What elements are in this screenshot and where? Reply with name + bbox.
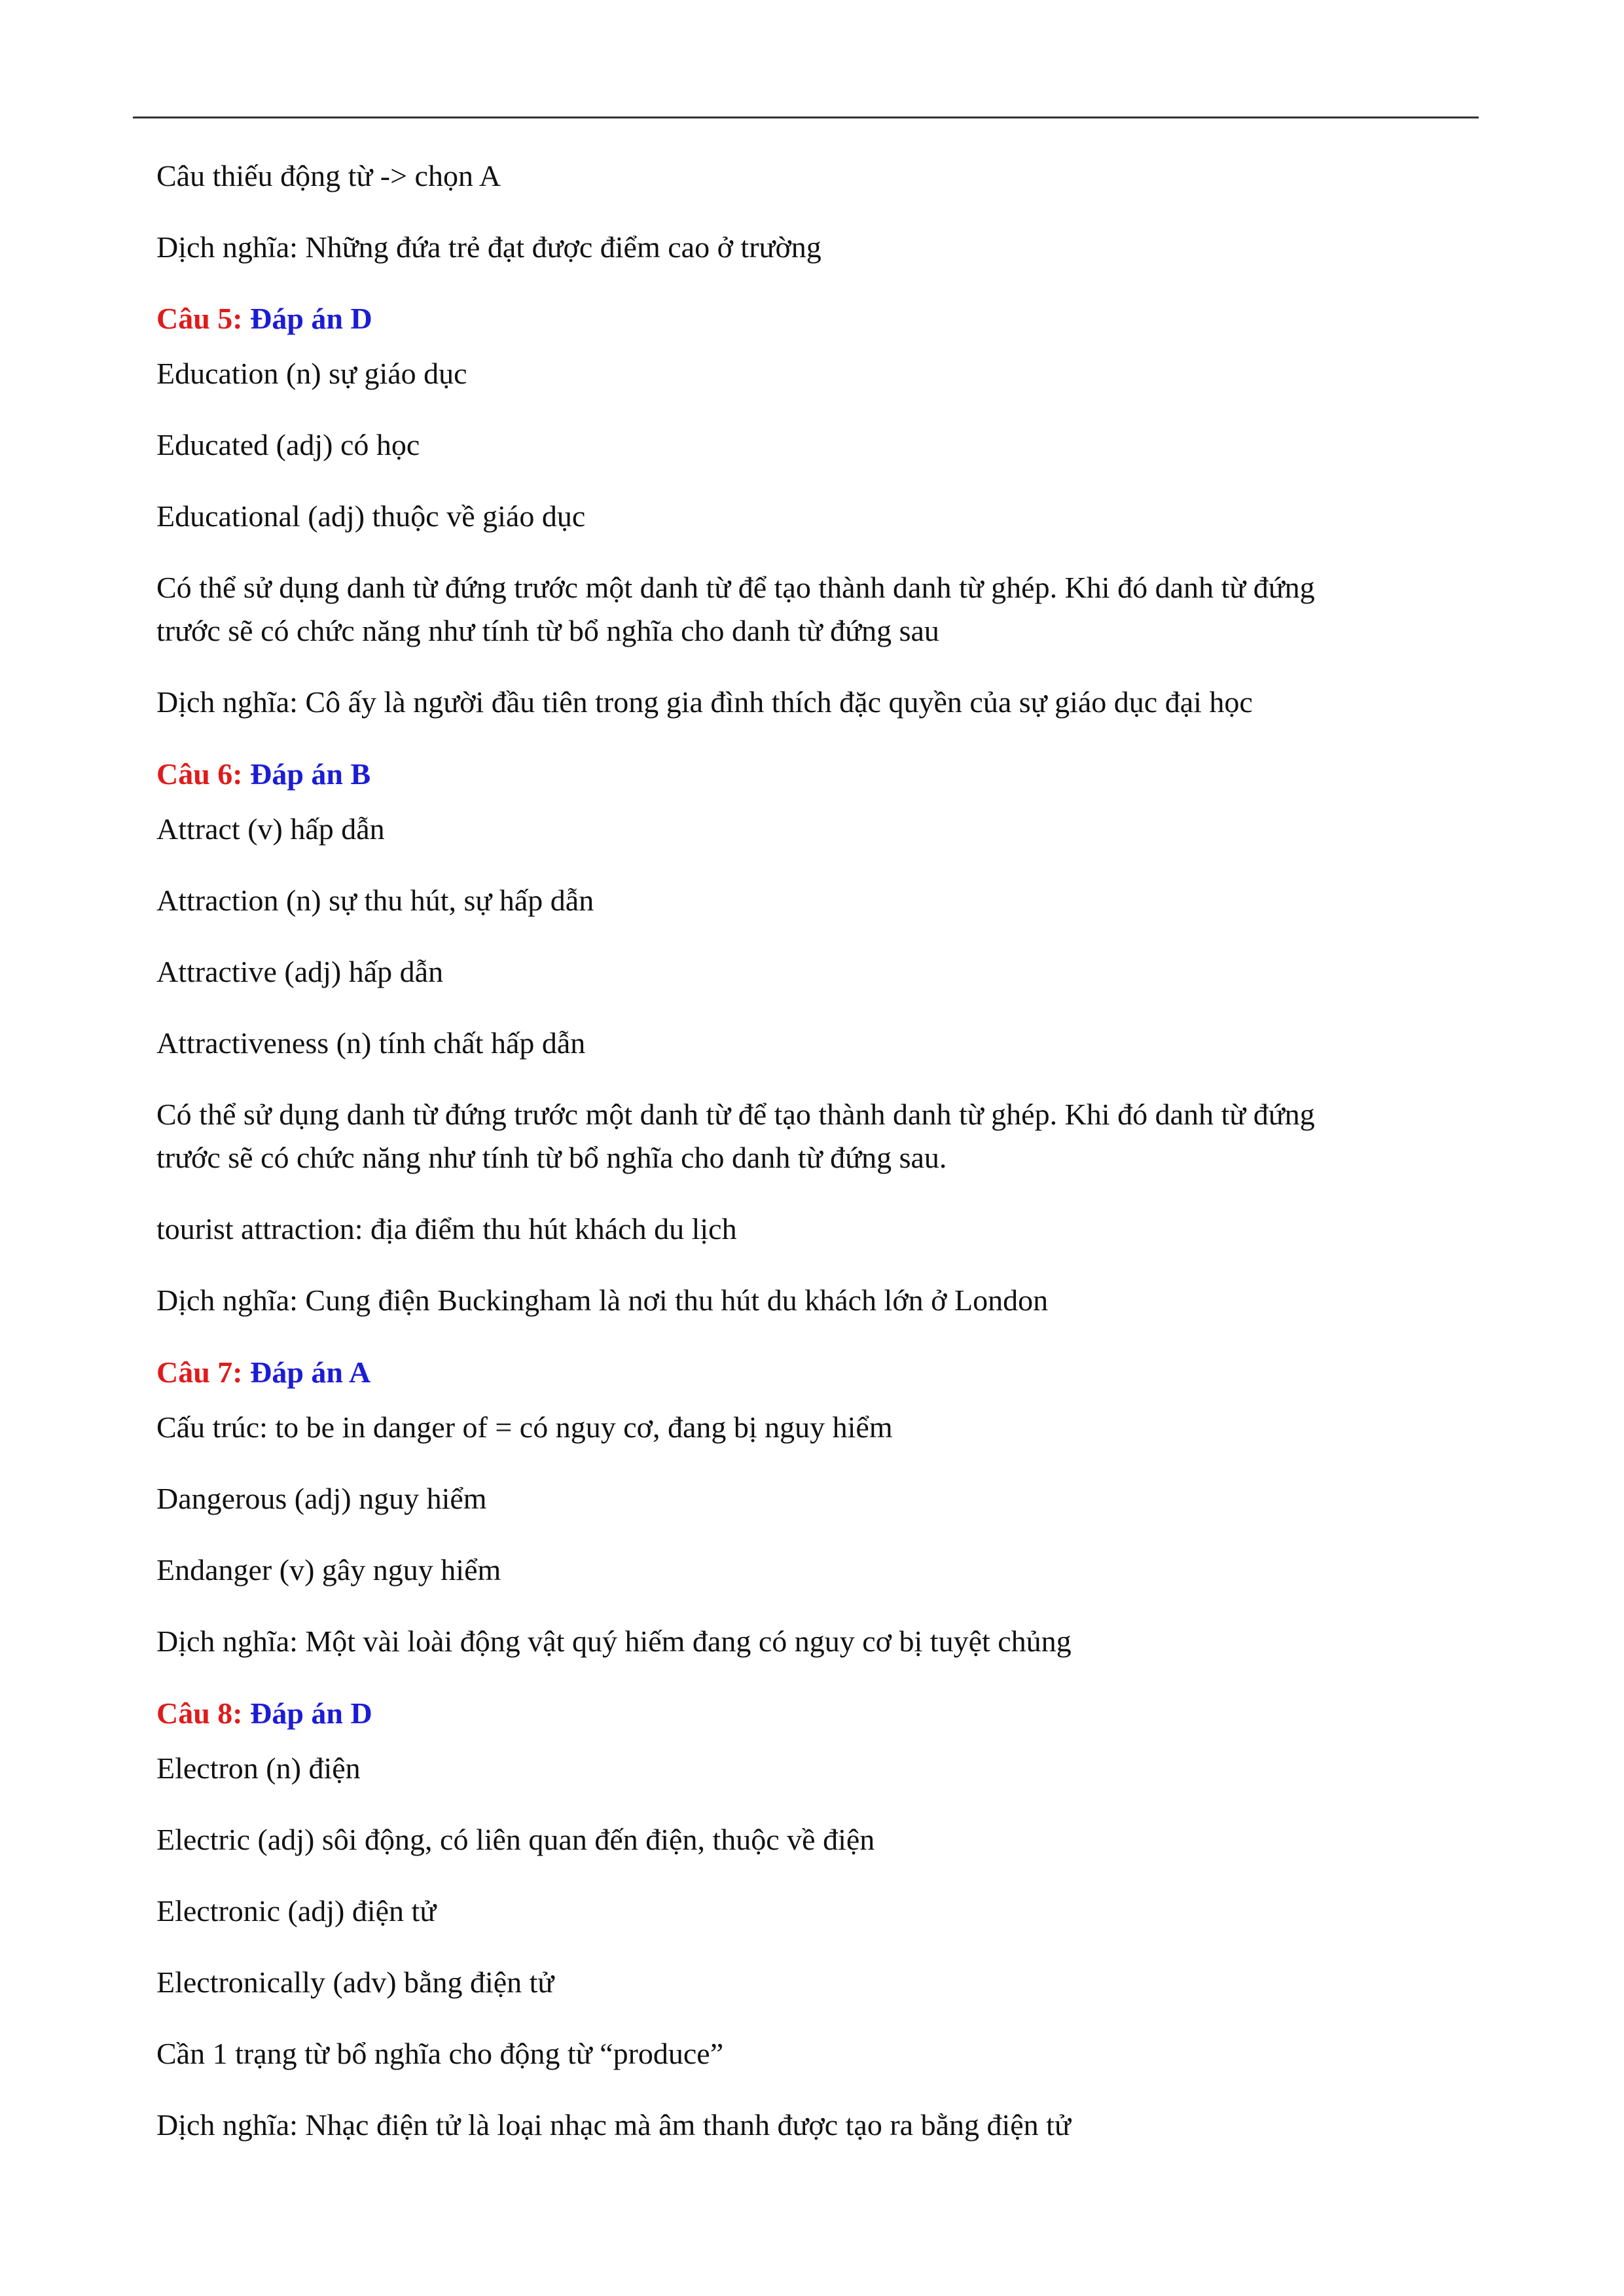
q8-line-2: Electric (adj) sôi động, có liên quan đến điện, thuộc về điện [156, 1823, 875, 1856]
q6-line-1: Attract (v) hấp dẫn [156, 812, 385, 846]
q5-line-1: Education (n) sự giáo dục [156, 357, 467, 390]
q7-line-1: Cấu trúc: to be in danger of = có nguy cơ, đang bị nguy hiểm [156, 1410, 893, 1444]
q8-line-5: Cần 1 trạng từ bổ nghĩa cho động từ “produce” [156, 2037, 724, 2070]
q5-line-4: Có thể sử dụng danh từ đứng trước một danh từ để tạo thành danh từ ghép. Khi đó danh từ đứng [156, 571, 1315, 604]
question-5-label: Câu 5: [156, 302, 243, 335]
q6-line-5: Có thể sử dụng danh từ đứng trước một danh từ để tạo thành danh từ ghép. Khi đó danh từ đứng [156, 1098, 1315, 1131]
intro-line-1: Câu thiếu động từ -> chọn A [156, 159, 501, 192]
q6-line-4: Attractiveness (n) tính chất hấp dẫn [156, 1026, 586, 1060]
q5-line-5: trước sẽ có chức năng như tính từ bổ nghĩa cho danh từ đứng sau [156, 614, 939, 647]
question-8-heading [156, 1692, 372, 1735]
q8-line-1: Electron (n) điện [156, 1751, 361, 1785]
q8-line-4: Electronically (adv) bằng điện tử [156, 1965, 554, 1999]
question-6-label: Câu 6: [156, 757, 243, 791]
q8-line-3: Electronic (adj) điện tử [156, 1894, 437, 1928]
question-7-label: Câu 7: [156, 1355, 243, 1389]
question-6-heading [156, 753, 370, 796]
header-rule [133, 117, 1479, 118]
question-5-answer: Đáp án D [250, 302, 372, 335]
q6-line-2: Attraction (n) sự thu hút, sự hấp dẫn [156, 884, 594, 917]
q7-line-2: Dangerous (adj) nguy hiểm [156, 1482, 487, 1515]
question-7-heading [156, 1351, 370, 1394]
question-6-answer: Đáp án B [250, 757, 371, 791]
question-8-answer: Đáp án D [250, 1696, 372, 1730]
q6-translation: Dịch nghĩa: Cung điện Buckingham là nơi thu hút du khách lớn ở London [156, 1283, 1049, 1317]
question-8-label: Câu 8: [156, 1696, 243, 1730]
q7-translation: Dịch nghĩa: Một vài loài động vật quý hiếm đang có nguy cơ bị tuyệt chủng [156, 1624, 1072, 1658]
q6-line-3: Attractive (adj) hấp dẫn [156, 955, 444, 988]
q5-translation: Dịch nghĩa: Cô ấy là người đầu tiên trong gia đình thích đặc quyền của sự giáo dục đại học [156, 685, 1253, 719]
q5-line-2: Educated (adj) có học [156, 428, 420, 461]
q7-line-3: Endanger (v) gây nguy hiểm [156, 1553, 501, 1587]
intro-translation: Dịch nghĩa: Những đứa trẻ đạt được điểm cao ở trường [156, 230, 821, 264]
question-5-heading [156, 297, 372, 340]
q8-translation: Dịch nghĩa: Nhạc điện tử là loại nhạc mà âm thanh được tạo ra bằng điện tử [156, 2108, 1071, 2142]
q5-line-3: Educational (adj) thuộc về giáo dục [156, 499, 586, 533]
question-7-answer: Đáp án A [250, 1355, 371, 1389]
q6-line-7: tourist attraction: địa điểm thu hút khách du lịch [156, 1212, 737, 1246]
q6-line-6: trước sẽ có chức năng như tính từ bổ nghĩa cho danh từ đứng sau. [156, 1141, 947, 1174]
